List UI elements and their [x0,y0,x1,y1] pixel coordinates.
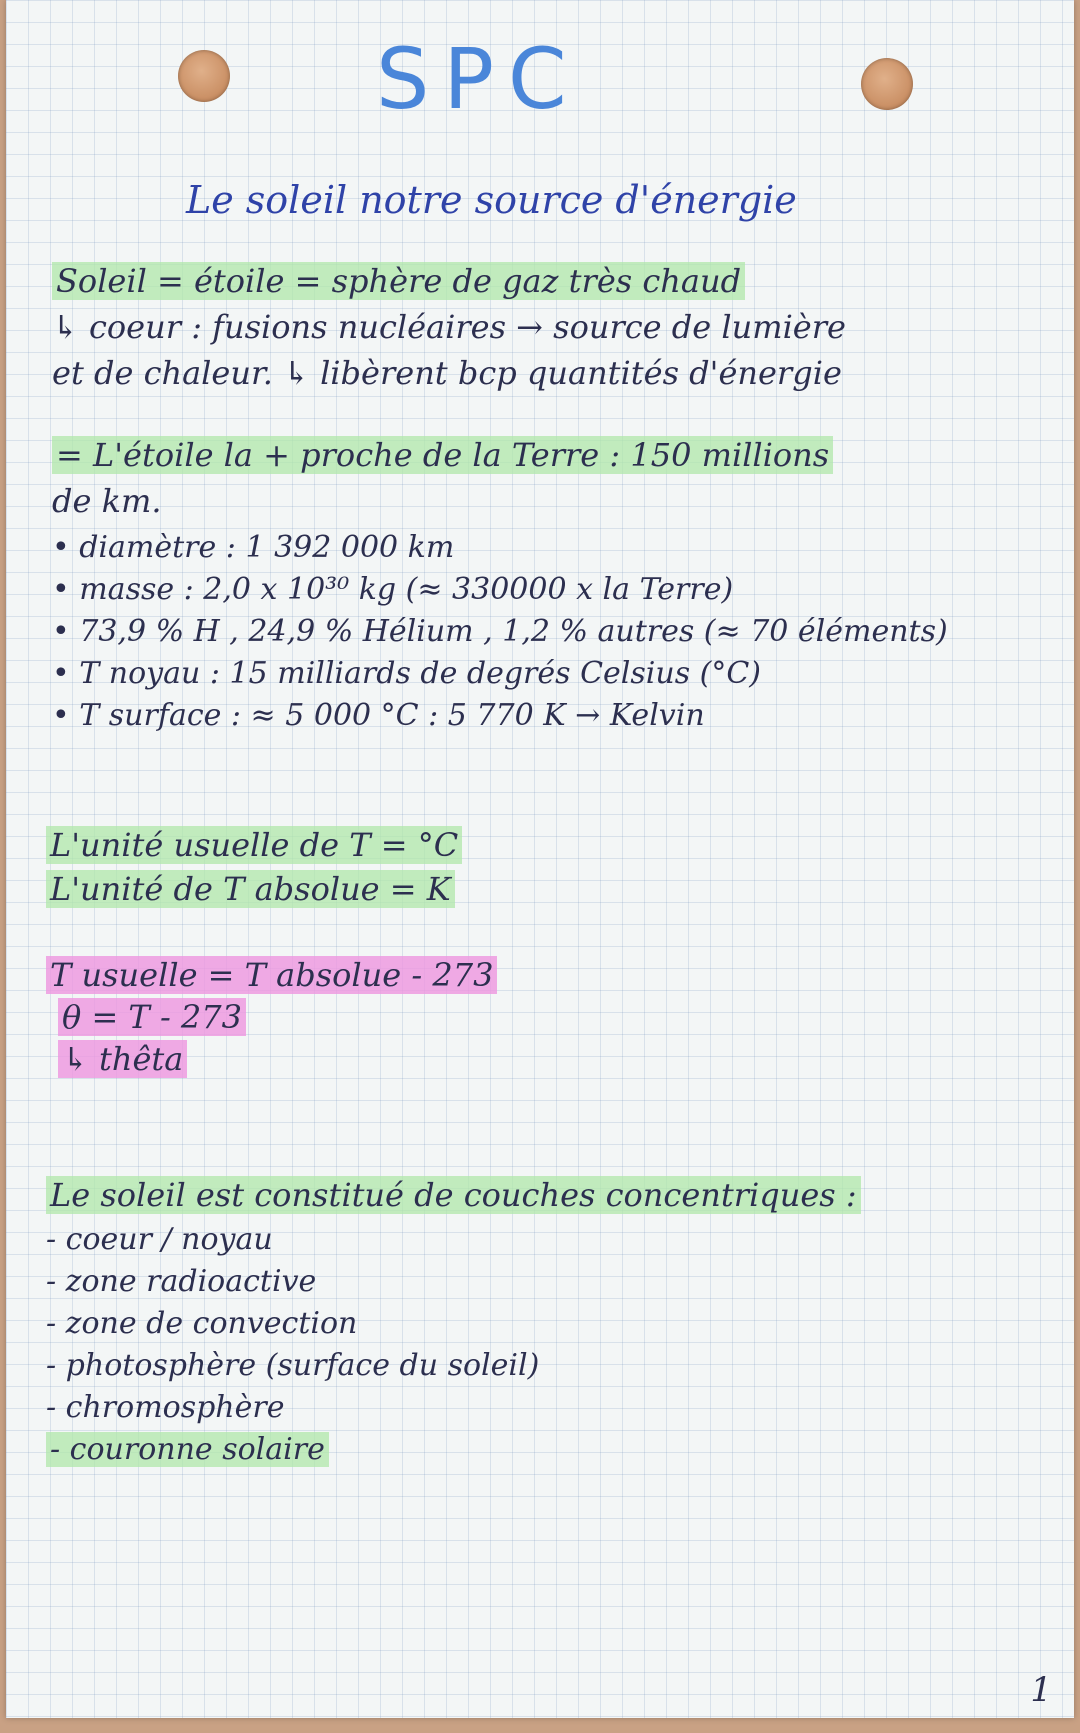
page-number: 1 [1030,1670,1052,1710]
fact-item: • T noyau : 15 milliards de degrés Celsius (°C) [52,656,761,691]
layer-item: - coeur / noyau [46,1222,273,1257]
intro-line: ↳ coeur : fusions nucléaires → source de lumière [52,308,846,346]
distance-line: de km. [52,482,162,520]
formula-line: θ = T - 273 [58,998,246,1036]
fact-item: • T surface : ≈ 5 000 °C : 5 770 K → Kelvin [52,698,705,733]
formula-line: T usuelle = T absolue - 273 [46,956,497,994]
layers-intro: Le soleil est constitué de couches concentriques : [46,1176,861,1214]
punch-hole-left [178,50,230,102]
fact-item: • diamètre : 1 392 000 km [52,530,455,565]
layer-item: - photosphère (surface du soleil) [46,1348,540,1383]
fact-item: • 73,9 % H , 24,9 % Hélium , 1,2 % autres (≈ 70 éléments) [52,614,948,649]
page-title: SPC [376,30,581,128]
layer-item: - chromosphère [46,1390,285,1425]
layer-item: - couronne solaire [46,1432,329,1467]
punch-hole-right [861,58,913,110]
intro-line: et de chaleur. ↳ libèrent bcp quantités d'énergie [52,354,842,392]
layer-item: - zone de convection [46,1306,358,1341]
notebook-page [6,0,1074,1718]
unit-line: L'unité de T absolue = K [46,870,455,908]
distance-line: = L'étoile la + proche de la Terre : 150 millions [52,436,833,474]
page-subtitle: Le soleil notre source d'énergie [186,178,797,222]
fact-item: • masse : 2,0 x 10³⁰ kg (≈ 330000 x la Terre) [52,572,734,607]
intro-line: Soleil = étoile = sphère de gaz très chaud [52,262,745,300]
formula-line: ↳ thêta [58,1040,187,1078]
unit-line: L'unité usuelle de T = °C [46,826,462,864]
layer-item: - zone radioactive [46,1264,317,1299]
